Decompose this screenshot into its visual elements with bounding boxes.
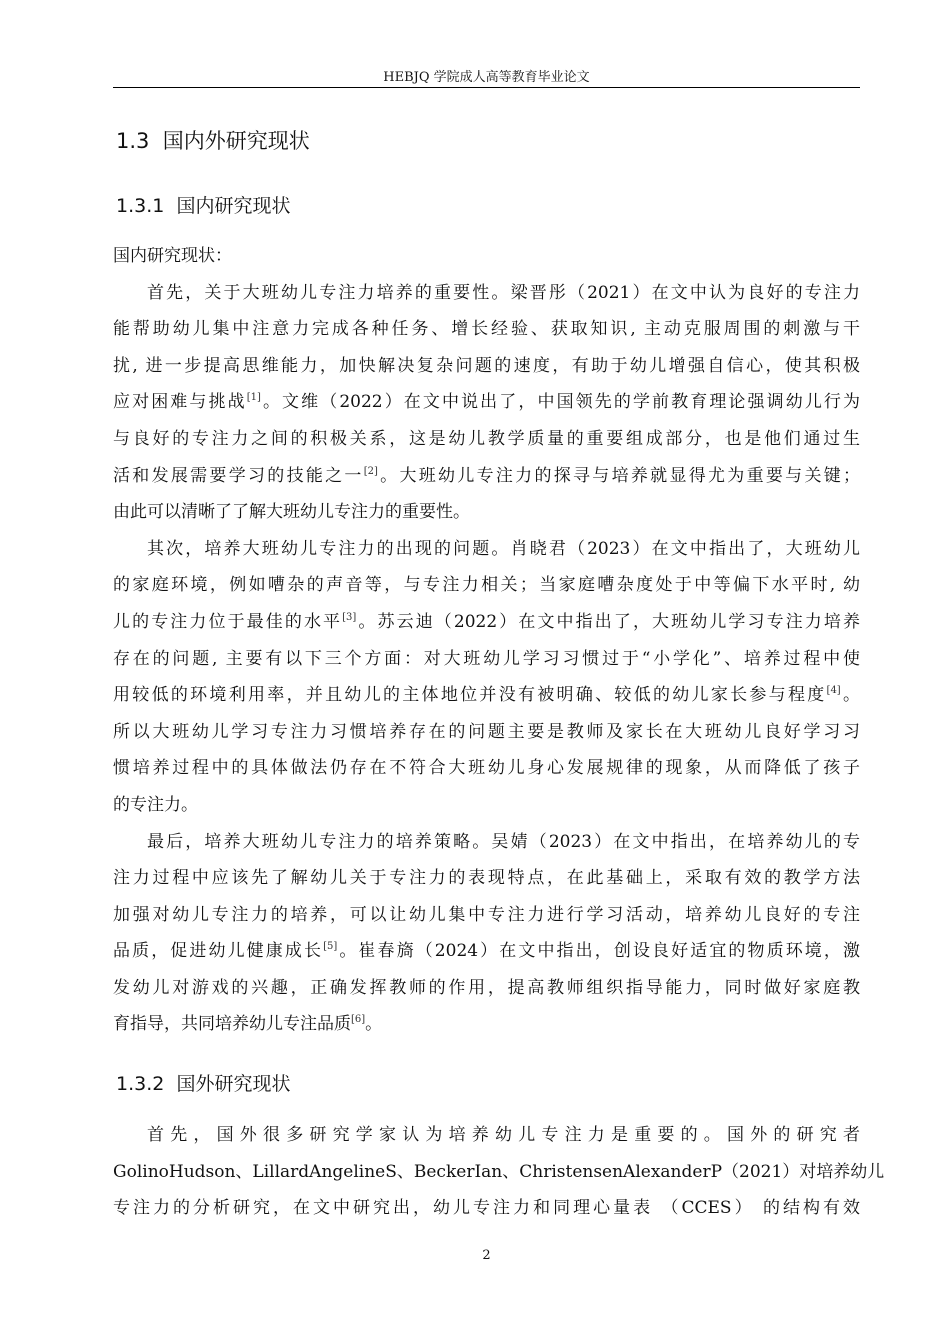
text-line bbox=[113, 275, 860, 312]
text-line bbox=[113, 604, 860, 641]
text-run: 。大班幼儿专注力的探寻与培养就显得尤为重要与关键； bbox=[377, 465, 861, 486]
text-run: 育指导，共同培养幼儿专注品质 bbox=[113, 1014, 351, 1035]
text-run: 的家庭环境，例如嘈杂的声音等，与专注力相关；当家庭嘈杂度处于中等偏下水平时, 幼 bbox=[113, 575, 860, 596]
text-line bbox=[113, 458, 860, 495]
running-header: HEBJQ 学院成人高等教育毕业论文 bbox=[383, 70, 590, 85]
citation-marker[interactable]: [6] bbox=[351, 1014, 366, 1026]
citation-marker[interactable]: [5] bbox=[323, 941, 338, 953]
citation-marker[interactable]: [1] bbox=[246, 392, 261, 404]
text-line bbox=[113, 641, 860, 678]
section-heading bbox=[116, 125, 310, 155]
text-run: 所以大班幼儿学习专注力习惯培养存在的问题主要是教师及家长在大班幼儿良好学习习 bbox=[113, 721, 860, 742]
text-run: GolinoHudson、LillardAngelineS、BeckerIan、ChristensenAlexanderP（2021）对培养幼儿 bbox=[113, 1161, 885, 1182]
text-run: 应对困难与挑战 bbox=[113, 392, 247, 413]
text-run: 。文维（2022）在文中说出了，中国领先的学前教育理论强调幼儿行为 bbox=[260, 392, 861, 413]
subsection-heading-domestic bbox=[116, 191, 290, 218]
page-number: 2 bbox=[482, 1248, 491, 1263]
text-line bbox=[113, 567, 860, 604]
domestic-paragraphs bbox=[113, 275, 860, 1043]
text-line bbox=[113, 348, 860, 385]
section-title: 国内外研究现状 bbox=[162, 129, 310, 153]
paragraph bbox=[113, 1117, 885, 1227]
foreign-section-body bbox=[113, 1117, 885, 1227]
text-run: 。 bbox=[840, 685, 861, 706]
text-line bbox=[113, 1154, 885, 1191]
paragraph bbox=[113, 824, 860, 1044]
text-run: 注力过程中应该先了解幼儿关于专注力的表现特点，在此基础上，采取有效的教学方法 bbox=[113, 868, 860, 889]
subsection-number: 1.3.1 bbox=[116, 195, 165, 217]
text-line bbox=[113, 824, 860, 861]
text-run: 发幼儿对游戏的兴趣，正确发挥教师的作用，提高教师组织指导能力，同时做好家庭教 bbox=[113, 977, 860, 998]
text-run: 存在的问题, 主要有以下三个方面：对大班幼儿学习习惯过于“小学化”、培养过程中使 bbox=[113, 648, 860, 669]
subsection-title: 国外研究现状 bbox=[176, 1073, 291, 1095]
text-line bbox=[113, 750, 860, 787]
text-run: 扰, 进一步提高思维能力，加快解决复杂问题的速度，有助于幼儿增强自信心，使其积极 bbox=[113, 355, 860, 376]
text-run: 。苏云迪（2022）在文中指出了，大班幼儿学习专注力培养 bbox=[356, 611, 860, 632]
intro-label: 国内研究现状： bbox=[113, 246, 232, 266]
text-line bbox=[113, 1006, 860, 1043]
citation-marker[interactable]: [2] bbox=[363, 465, 378, 477]
text-line bbox=[113, 531, 860, 568]
foreign-paragraphs bbox=[113, 1117, 885, 1227]
text-run: 首先，关于大班幼儿专注力培养的重要性。梁晋彤（2021）在文中认为良好的专注力 bbox=[147, 282, 860, 303]
text-run: 能帮助幼儿集中注意力完成各种任务、增长经验、获取知识, 主动克服周围的刺激与干 bbox=[113, 319, 860, 340]
text-line bbox=[113, 677, 860, 714]
text-run: 其次，培养大班幼儿专注力的出现的问题。肖晓君（2023）在文中指出了，大班幼儿 bbox=[147, 538, 860, 559]
text-line bbox=[113, 384, 860, 421]
paragraph bbox=[113, 531, 860, 824]
text-run: 加强对幼儿专注力的培养，可以让幼儿集中专注力进行学习活动，培养幼儿良好的专注 bbox=[113, 904, 860, 925]
citation-marker[interactable]: [4] bbox=[826, 685, 841, 697]
text-run: 最后，培养大班幼儿专注力的培养策略。吴婧（2023）在文中指出，在培养幼儿的专 bbox=[147, 831, 860, 852]
text-run: 儿的专注力位于最佳的水平 bbox=[113, 611, 343, 632]
text-line bbox=[113, 311, 860, 348]
text-run: 。 bbox=[365, 1014, 383, 1035]
text-line bbox=[113, 787, 860, 824]
text-line bbox=[113, 714, 860, 751]
text-line bbox=[113, 1190, 860, 1227]
subsection-heading-foreign bbox=[116, 1069, 290, 1096]
text-run: 用较低的环境利用率，并且幼儿的主体地位并没有被明确、较低的幼儿家长参与程度 bbox=[113, 685, 827, 706]
text-line bbox=[113, 897, 860, 934]
text-run: 。崔春旖（2024）在文中指出，创设良好适宜的物质环境，激 bbox=[337, 941, 861, 962]
section-number: 1.3 bbox=[116, 129, 150, 153]
text-line bbox=[113, 1117, 860, 1154]
text-line bbox=[113, 933, 860, 970]
domestic-section-body bbox=[113, 238, 860, 1043]
text-run: 的专注力。 bbox=[113, 794, 198, 815]
header-rule bbox=[113, 87, 860, 88]
text-run: 活和发展需要学习的技能之一 bbox=[113, 465, 364, 486]
paragraph bbox=[113, 275, 860, 531]
subsection-title: 国内研究现状 bbox=[176, 195, 291, 217]
text-line bbox=[113, 970, 860, 1007]
text-line bbox=[113, 421, 860, 458]
text-run: 品质，促进幼儿健康成长 bbox=[113, 941, 324, 962]
text-run: 首先，国外很多研究学家认为培养幼儿专注力是重要的。国外的研究者 bbox=[147, 1125, 860, 1145]
text-run: 专注力的分析研究，在文中研究出，幼儿专注力和同理心量表 （CCES） 的结构有效 bbox=[113, 1198, 860, 1219]
citation-marker[interactable]: [3] bbox=[342, 611, 357, 623]
text-run: 惯培养过程中的具体做法仍存在不符合大班幼儿身心发展规律的现象，从而降低了孩子 bbox=[113, 758, 860, 779]
text-run: 由此可以清晰了了解大班幼儿专注力的重要性。 bbox=[113, 502, 470, 523]
subsection-number: 1.3.2 bbox=[116, 1073, 165, 1095]
text-run: 与良好的专注力之间的积极关系，这是幼儿教学质量的重要组成部分，也是他们通过生 bbox=[113, 428, 860, 449]
text-line bbox=[113, 860, 860, 897]
text-line bbox=[113, 494, 860, 531]
